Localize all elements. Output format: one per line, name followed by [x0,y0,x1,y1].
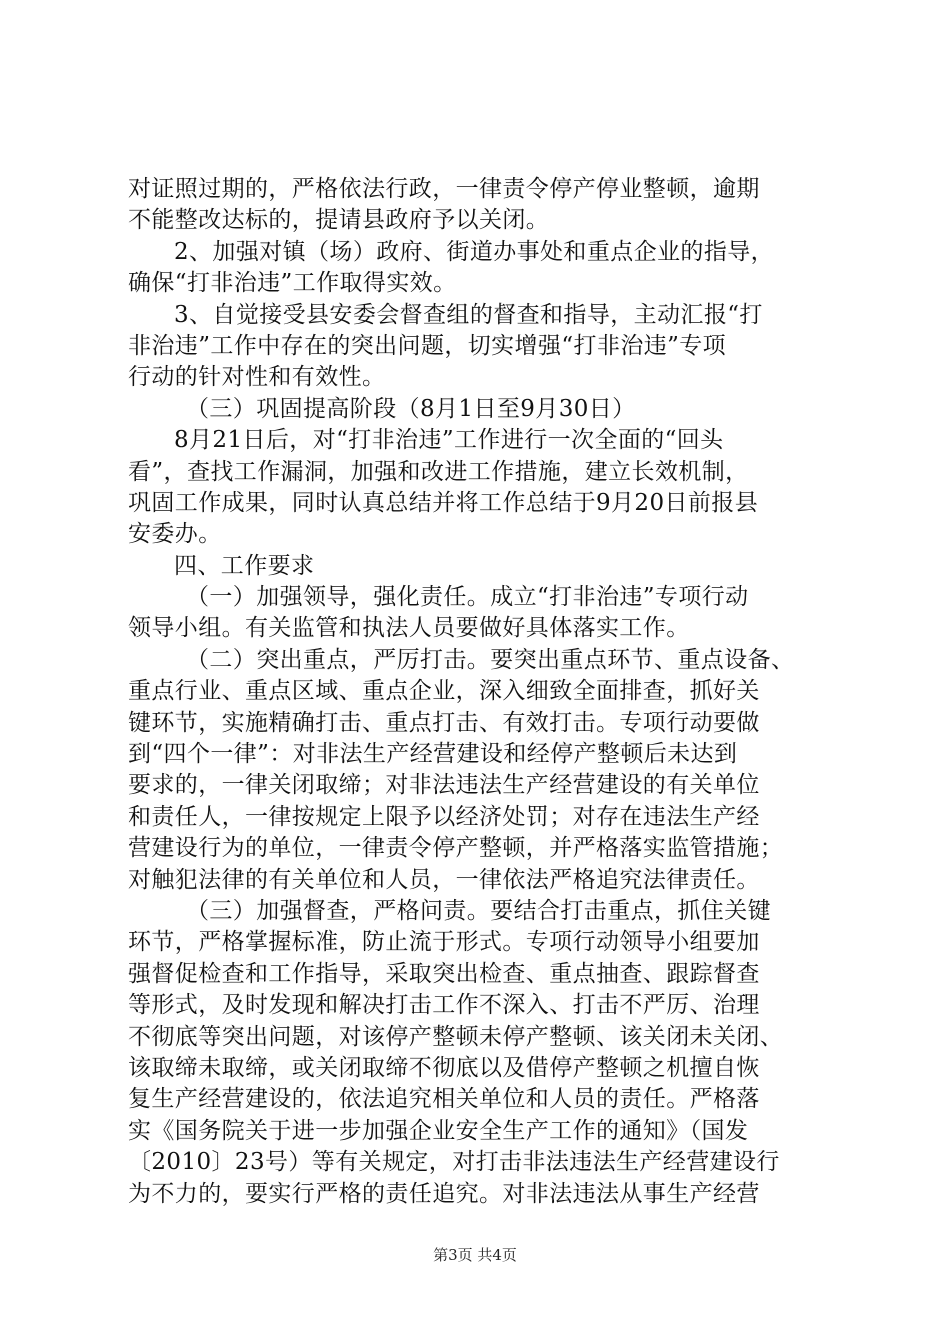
text-line: 该取缔未取缔，或关闭取缔不彻底以及借停产整顿之机擅自恢 [128,1054,760,1081]
text-line: 对触犯法律的有关单位和人员，一律依法严格追究法律责任。 [128,866,760,893]
text-line: 3、自觉接受县安委会督查组的督查和指导，主动汇报“打 [174,301,763,328]
text-line: 非治违”工作中存在的突出问题，切实增强“打非治违”专项 [128,332,727,359]
text-line: （三）加强督查，严格问责。要结合打击重点，抓住关键 [186,897,771,924]
text-line: 对证照过期的，严格依法行政，一律责令停产停业整顿，逾期 [128,176,760,202]
text-line: 行动的针对性和有效性。 [128,364,386,391]
text-line: 强督促检查和工作指导，采取突出检查、重点抽查、跟踪督查 [128,960,760,987]
text-line: 营建设行为的单位，一律责令停产整顿，并严格落实监管措施； [128,835,784,862]
text-line: 不彻底等突出问题，对该停产整顿未停产整顿、该关闭未关闭、 [128,1023,784,1050]
text-line: 环节，严格掌握标准，防止流于形式。专项行动领导小组要加 [128,929,760,956]
page-number-label: 第3页 共4页 [433,1246,517,1264]
text-line: 2、加强对镇（场）政府、街道办事处和重点企业的指导， [174,238,775,265]
page-footer [0,1244,950,1265]
text-line: 等形式，及时发现和解决打击工作不深入、打击不严厉、治理 [128,992,760,1019]
text-line: 键环节，实施精确打击、重点打击、有效打击。专项行动要做 [128,709,760,736]
text-line: 和责任人，一律按规定上限予以经济处罚；对存在违法生产经 [128,803,760,830]
text-line: 复生产经营建设的，依法追究相关单位和人员的责任。严格落 [128,1086,760,1113]
text-line: 不能整改达标的，提请县政府予以关闭。 [128,207,550,234]
section-heading: （三）巩固提高阶段（8月1日至9月30日） [186,395,636,422]
text-line: 重点行业、重点区域、重点企业，深入细致全面排查，抓好关 [128,678,760,705]
text-line: 实《国务院关于进一步加强企业安全生产工作的通知》（国发 [128,1117,749,1144]
text-line: 领导小组。有关监管和执法人员要做好具体落实工作。 [128,615,690,642]
text-line: 确保“打非治违”工作取得实效。 [128,270,457,297]
text-line: 巩固工作成果，同时认真总结并将工作总结于9月20日前报县 [128,489,759,516]
text-line: 要求的，一律关闭取缔；对非法违法生产经营建设的有关单位 [128,772,760,799]
text-line: 到“四个一律”：对非法生产经营建设和经停产整顿后未达到 [128,741,738,768]
section-heading: 四、工作要求 [174,552,315,579]
text-line: （一）加强领导，强化责任。成立“打非治违”专项行动 [186,584,749,611]
text-line: 看”，查找工作漏洞，加强和改进工作措施，建立长效机制， [128,458,749,485]
text-line: 安委办。 [128,521,222,548]
document-body [128,174,828,1210]
text-line: 为不力的，要实行严格的责任追究。对非法违法从事生产经营 [128,1180,760,1207]
text-line: 〔2010〕23号）等有关规定，对打击非法违法生产经营建设行 [128,1149,780,1176]
text-line: 8月21日后，对“打非治违”工作进行一次全面的“回头 [174,427,724,454]
text-line: （二）突出重点，严厉打击。要突出重点环节、重点设备、 [186,646,795,673]
